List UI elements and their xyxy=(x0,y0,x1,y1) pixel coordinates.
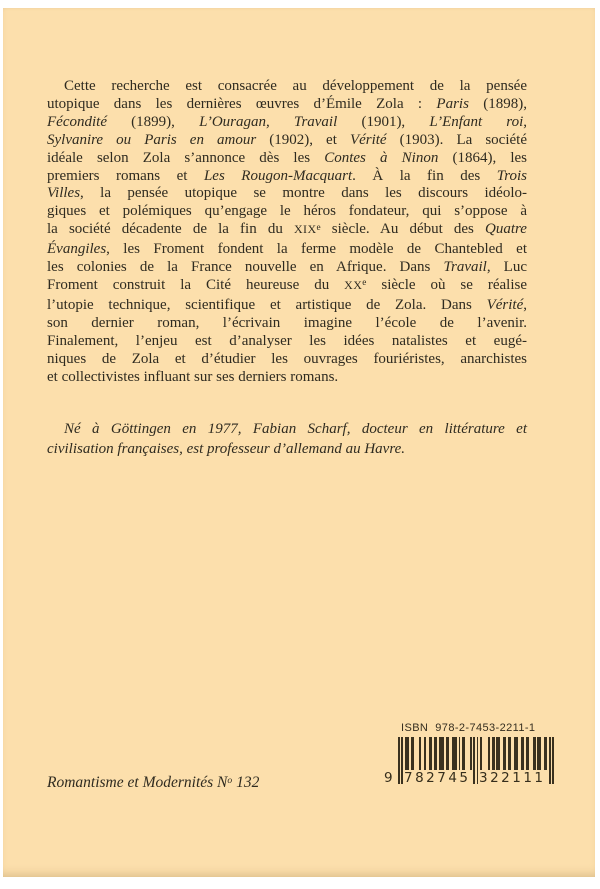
isbn-number: 978-2-7453-2211-1 xyxy=(435,722,536,734)
ean13-barcode xyxy=(384,737,555,787)
text-line: Sylvanire ou Paris en amour (1902), et Vérité (1903). La société xyxy=(47,131,527,148)
text-line: civilisation françaises, est professeur d’allemand au Havre. xyxy=(47,440,406,457)
text-line: Villes, la pensée utopique se montre dans les discours idéolo- xyxy=(47,185,527,202)
text-line: Né à Göttingen en 1977, Fabian Scharf, docteur en littérature et xyxy=(64,421,527,437)
cover-background xyxy=(3,8,595,877)
barcode-digit-system: 9 xyxy=(384,770,393,786)
text-line: Romantisme et Modernités $N^o$ 132 xyxy=(47,774,260,791)
text-line: Évangiles, les Froment fondent la ferme modèle de Chantebled et xyxy=(47,241,527,258)
text-line: Froment construit la Cité heureuse du XXe siècle où se réalise xyxy=(47,276,528,293)
text-line: Fécondité (1899), L’Ouragan, Travail (1901), L’Enfant roi, xyxy=(47,113,527,130)
author-bio xyxy=(47,420,527,459)
barcode-digits-right: 3 2 2 1 1 1 xyxy=(479,770,543,786)
text-line: la société décadente de la fin du XIXe siècle. Au début des Quatre xyxy=(47,221,527,238)
text-line: son dernier roman, l’écrivain imagine l’école de l’avenir. xyxy=(47,314,527,331)
isbn-block xyxy=(384,722,578,787)
text-line: Cette recherche est consacrée au développement de la pensée xyxy=(64,78,527,94)
text-line: utopique dans les dernières œuvres d’Émile Zola : Paris (1898), xyxy=(47,95,527,112)
isbn-label: ISBN xyxy=(401,722,429,734)
text-line: et collectivistes influant sur ses derniers romans. xyxy=(47,368,339,385)
text-line: premiers romans et Les Rougon-Macquart. À la fin des Trois xyxy=(47,167,527,184)
barcode-digits-left: 7 8 2 7 4 5 xyxy=(404,770,468,786)
series-title xyxy=(47,773,347,794)
text-line: l’utopie technique, scientifique et artistique de Zola. Dans Vérité, xyxy=(47,296,527,313)
isbn-label-line xyxy=(401,722,578,734)
text-line: idéale selon Zola s’annonce dès les Contes à Ninon (1864), les xyxy=(47,149,527,166)
text-line: Finalement, l’enjeu est d’analyser les idées natalistes et eugé- xyxy=(47,332,527,349)
text-line: niques de Zola et d’étudier les ouvrages fouriéristes, anarchistes xyxy=(47,350,527,367)
text-line: les colonies de la France nouvelle en Afrique. Dans Travail, Luc xyxy=(47,259,527,276)
abstract-paragraph xyxy=(47,78,527,386)
text-line: giques et polémiques qu’engage le héros fondateur, qui s’oppose à xyxy=(47,203,527,220)
